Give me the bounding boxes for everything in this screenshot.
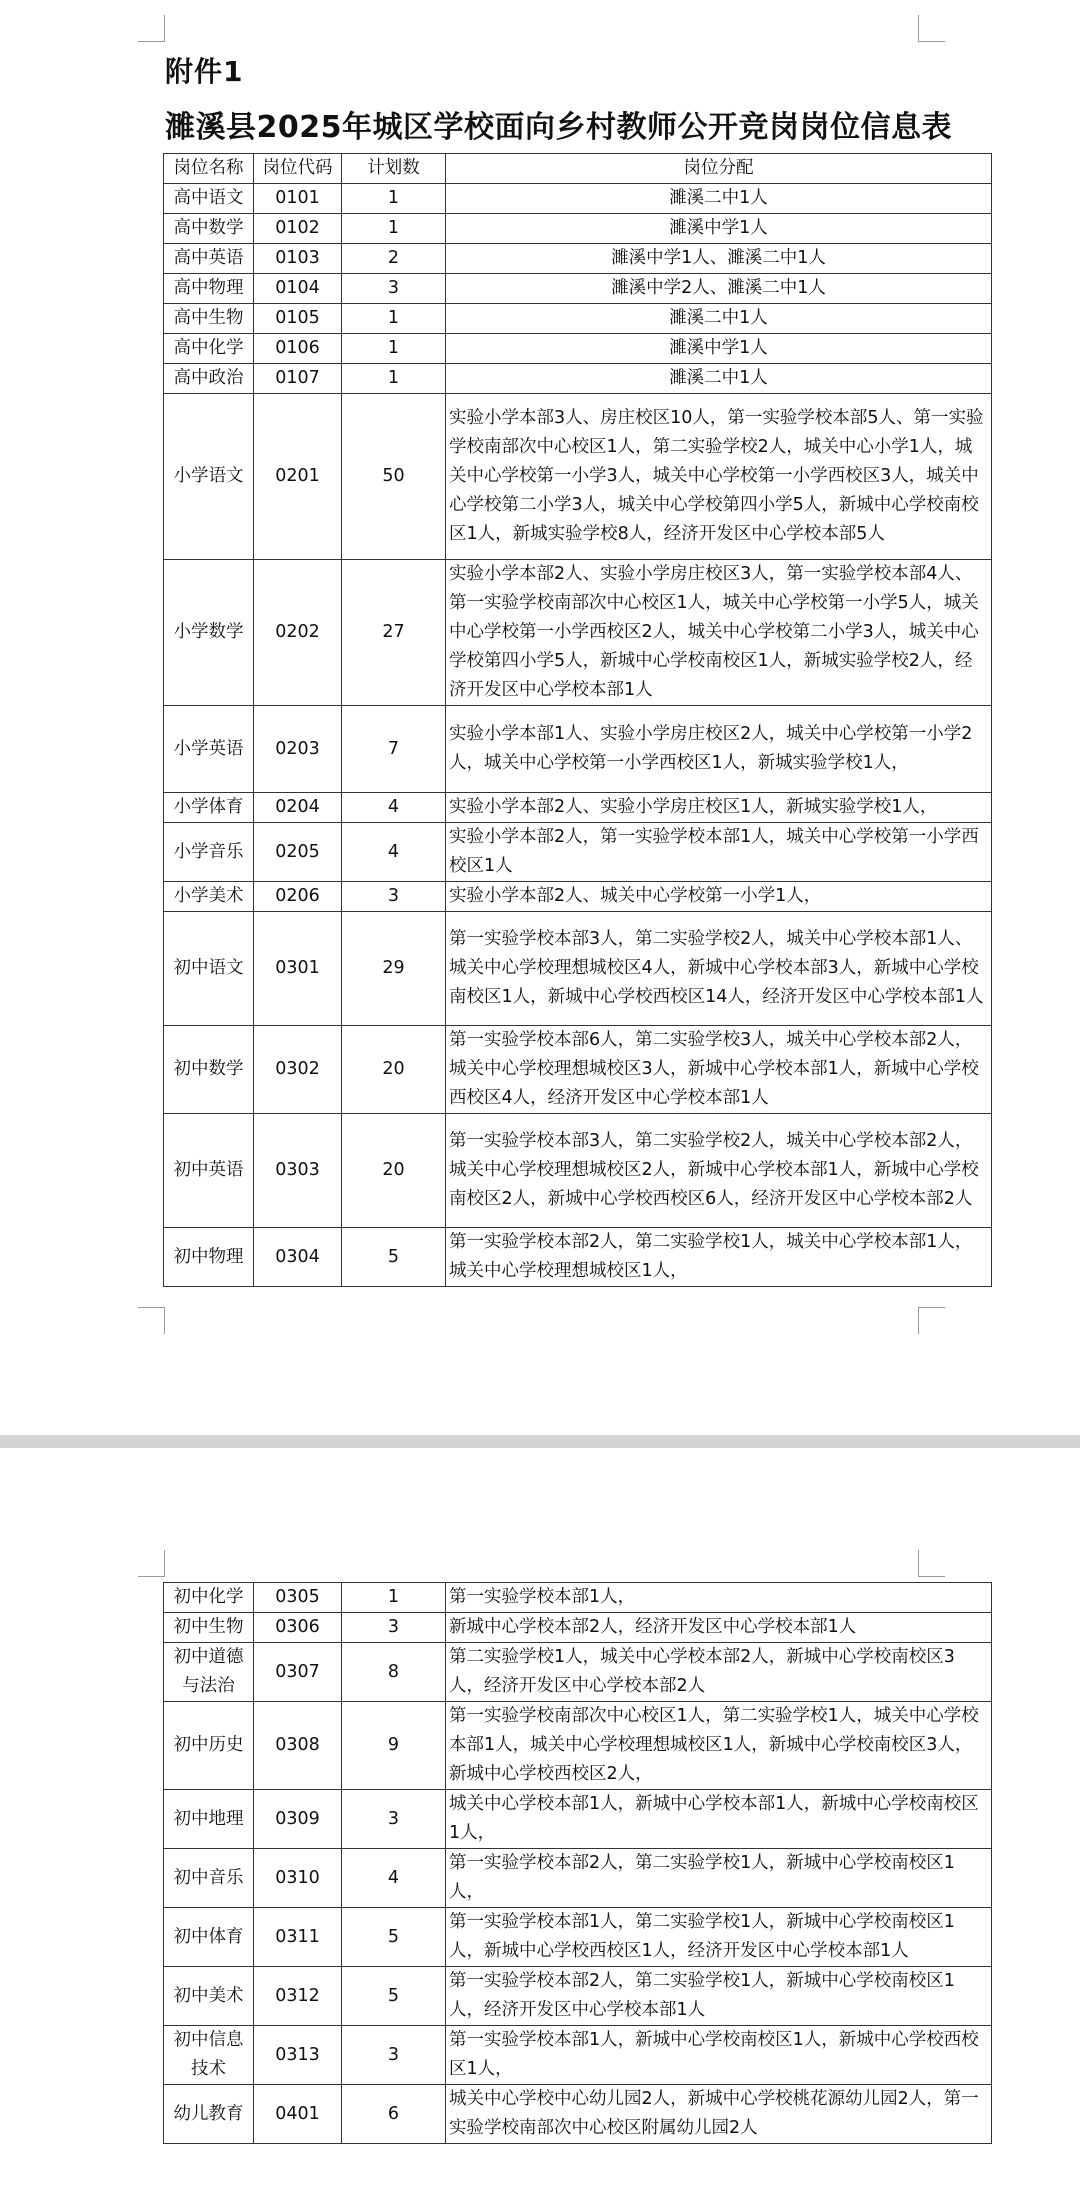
positions-table-page-2 xyxy=(163,1582,992,2144)
position-code-cell: 0205 xyxy=(254,823,342,882)
allocation-cell: 第一实验学校本部3人，第二实验学校2人，城关中心学校本部2人，城关中心学校理想城校区2人，新城中心学校本部1人，新城中心学校南校区2人，新城中心学校西校区6人，经济开发区中心学校本部2人 xyxy=(446,1114,992,1228)
position-code-cell: 0105 xyxy=(254,304,342,334)
table-row xyxy=(164,1790,992,1849)
position-code-cell: 0206 xyxy=(254,882,342,912)
position-code-cell: 0204 xyxy=(254,793,342,823)
table-row xyxy=(164,364,992,394)
allocation-cell: 第一实验学校本部2人，第二实验学校1人，城关中心学校本部1人，城关中心学校理想城校区1人， xyxy=(446,1228,992,1287)
header-position-name: 岗位名称 xyxy=(164,154,254,184)
plan-count-cell: 5 xyxy=(342,1908,446,1967)
position-name-cell: 小学英语 xyxy=(164,706,254,793)
allocation-cell: 濉溪中学2人、濉溪二中1人 xyxy=(446,274,992,304)
position-name-cell: 初中数学 xyxy=(164,1026,254,1114)
attachment-label: 附件1 xyxy=(165,55,244,88)
position-name-cell: 初中英语 xyxy=(164,1114,254,1228)
allocation-cell: 第一实验学校本部1人，第二实验学校1人，新城中心学校南校区1人，新城中心学校西校区1人，经济开发区中心学校本部1人 xyxy=(446,1908,992,1967)
allocation-cell: 濉溪中学1人 xyxy=(446,214,992,244)
positions-table-page-1 xyxy=(163,153,992,1287)
plan-count-cell: 5 xyxy=(342,1228,446,1287)
position-code-cell: 0106 xyxy=(254,334,342,364)
table-row xyxy=(164,1849,992,1908)
table-row xyxy=(164,1908,992,1967)
allocation-cell: 实验小学本部3人、房庄校区10人，第一实验学校本部5人、第一实验学校南部次中心校区1人，第二实验学校2人，城关中心小学1人，城关中心学校第一小学3人，城关中心学校第一小学西校区3人，城关中心学校第二小学3人，城关中心学校第四小学5人，新城中心学校南校区1人，新城实验学校8人，经济开发区中心学校本部5人 xyxy=(446,394,992,560)
plan-count-cell: 1 xyxy=(342,304,446,334)
allocation-cell: 濉溪二中1人 xyxy=(446,304,992,334)
table-row xyxy=(164,912,992,1026)
allocation-cell: 城关中心学校中心幼儿园2人，新城中心学校桃花源幼儿园2人，第一实验学校南部次中心校区附属幼儿园2人 xyxy=(446,2085,992,2144)
page-separator xyxy=(0,1435,1080,1448)
position-name-cell: 高中语文 xyxy=(164,184,254,214)
table-row xyxy=(164,2026,992,2085)
plan-count-cell: 20 xyxy=(342,1026,446,1114)
table-row xyxy=(164,1228,992,1287)
table-row xyxy=(164,793,992,823)
table-row xyxy=(164,882,992,912)
allocation-cell: 第二实验学校1人，城关中心学校本部2人，新城中心学校南校区3人，经济开发区中心学校本部2人 xyxy=(446,1643,992,1702)
position-code-cell: 0308 xyxy=(254,1702,342,1790)
table-row xyxy=(164,1114,992,1228)
allocation-cell: 第一实验学校本部6人，第二实验学校3人，城关中心学校本部2人，城关中心学校理想城校区3人，新城中心学校本部1人，新城中心学校西校区4人，经济开发区中心学校本部1人 xyxy=(446,1026,992,1114)
plan-count-cell: 27 xyxy=(342,560,446,706)
position-name-cell: 高中数学 xyxy=(164,214,254,244)
plan-count-cell: 20 xyxy=(342,1114,446,1228)
table-row xyxy=(164,706,992,793)
position-name-cell: 初中地理 xyxy=(164,1790,254,1849)
table-row xyxy=(164,334,992,364)
allocation-cell: 城关中心学校本部1人，新城中心学校本部1人，新城中心学校南校区1人， xyxy=(446,1790,992,1849)
plan-count-cell: 2 xyxy=(342,244,446,274)
header-allocation: 岗位分配 xyxy=(446,154,992,184)
plan-count-cell: 1 xyxy=(342,184,446,214)
position-code-cell: 0401 xyxy=(254,2085,342,2144)
plan-count-cell: 1 xyxy=(342,334,446,364)
position-name-cell: 初中化学 xyxy=(164,1583,254,1613)
plan-count-cell: 3 xyxy=(342,2026,446,2085)
plan-count-cell: 1 xyxy=(342,214,446,244)
plan-count-cell: 1 xyxy=(342,364,446,394)
plan-count-cell: 3 xyxy=(342,1613,446,1643)
plan-count-cell: 3 xyxy=(342,882,446,912)
page-corner-mark xyxy=(918,1550,945,1577)
table-row xyxy=(164,274,992,304)
position-name-cell: 幼儿教育 xyxy=(164,2085,254,2144)
allocation-cell: 实验小学本部2人、城关中心学校第一小学1人， xyxy=(446,882,992,912)
table-row xyxy=(164,214,992,244)
position-name-cell: 小学语文 xyxy=(164,394,254,560)
allocation-cell: 第一实验学校本部1人， xyxy=(446,1583,992,1613)
table-row xyxy=(164,1613,992,1643)
plan-count-cell: 8 xyxy=(342,1643,446,1702)
position-name-cell: 小学音乐 xyxy=(164,823,254,882)
position-name-cell: 初中美术 xyxy=(164,1967,254,2026)
allocation-cell: 实验小学本部2人、实验小学房庄校区3人，第一实验学校本部4人、第一实验学校南部次中心校区1人，城关中心学校第一小学5人，城关中心学校第一小学西校区2人，城关中心学校第二小学3人，城关中心学校第四小学5人，新城中心学校南校区1人，新城实验学校2人，经济开发区中心学校本部1人 xyxy=(446,560,992,706)
plan-count-cell: 1 xyxy=(342,1583,446,1613)
position-code-cell: 0201 xyxy=(254,394,342,560)
plan-count-cell: 3 xyxy=(342,274,446,304)
position-name-cell: 初中信息技术 xyxy=(164,2026,254,2085)
plan-count-cell: 5 xyxy=(342,1967,446,2026)
position-name-cell: 高中生物 xyxy=(164,304,254,334)
header-plan-count: 计划数 xyxy=(342,154,446,184)
position-code-cell: 0311 xyxy=(254,1908,342,1967)
allocation-cell: 濉溪二中1人 xyxy=(446,184,992,214)
plan-count-cell: 4 xyxy=(342,1849,446,1908)
table-row xyxy=(164,1643,992,1702)
document-page-2 xyxy=(0,1448,1080,2194)
table-body-page-2 xyxy=(164,1583,992,2144)
position-code-cell: 0307 xyxy=(254,1643,342,1702)
plan-count-cell: 3 xyxy=(342,1790,446,1849)
plan-count-cell: 9 xyxy=(342,1702,446,1790)
allocation-cell: 实验小学本部2人，第一实验学校本部1人，城关中心学校第一小学西校区1人 xyxy=(446,823,992,882)
allocation-cell: 第一实验学校本部2人，第二实验学校1人，新城中心学校南校区1人， xyxy=(446,1849,992,1908)
position-name-cell: 初中体育 xyxy=(164,1908,254,1967)
plan-count-cell: 6 xyxy=(342,2085,446,2144)
allocation-cell: 新城中心学校本部2人，经济开发区中心学校本部1人 xyxy=(446,1613,992,1643)
table-row xyxy=(164,1702,992,1790)
position-code-cell: 0304 xyxy=(254,1228,342,1287)
plan-count-cell: 29 xyxy=(342,912,446,1026)
position-code-cell: 0312 xyxy=(254,1967,342,2026)
plan-count-cell: 4 xyxy=(342,823,446,882)
position-name-cell: 初中生物 xyxy=(164,1613,254,1643)
position-code-cell: 0313 xyxy=(254,2026,342,2085)
position-code-cell: 0306 xyxy=(254,1613,342,1643)
position-name-cell: 小学美术 xyxy=(164,882,254,912)
allocation-cell: 第一实验学校本部3人，第二实验学校2人，城关中心学校本部1人、城关中心学校理想城校区4人，新城中心学校本部3人，新城中心学校南校区1人，新城中心学校西校区14人，经济开发区中心学校本部1人 xyxy=(446,912,992,1026)
table-body-page-1 xyxy=(164,184,992,1287)
allocation-cell: 实验小学本部1人、实验小学房庄校区2人，城关中心学校第一小学2人，城关中心学校第一小学西校区1人，新城实验学校1人， xyxy=(446,706,992,793)
position-name-cell: 高中政治 xyxy=(164,364,254,394)
table-row xyxy=(164,244,992,274)
table-row xyxy=(164,184,992,214)
position-name-cell: 高中化学 xyxy=(164,334,254,364)
position-code-cell: 0305 xyxy=(254,1583,342,1613)
allocation-cell: 第一实验学校本部2人，第二实验学校1人，新城中心学校南校区1人，经济开发区中心学校本部1人 xyxy=(446,1967,992,2026)
allocation-cell: 第一实验学校本部1人，新城中心学校南校区1人，新城中心学校西校区1人， xyxy=(446,2026,992,2085)
position-name-cell: 初中道德与法治 xyxy=(164,1643,254,1702)
position-name-cell: 初中物理 xyxy=(164,1228,254,1287)
table-row xyxy=(164,2085,992,2144)
position-code-cell: 0310 xyxy=(254,1849,342,1908)
position-code-cell: 0102 xyxy=(254,214,342,244)
position-name-cell: 小学体育 xyxy=(164,793,254,823)
position-code-cell: 0203 xyxy=(254,706,342,793)
allocation-cell: 第一实验学校南部次中心校区1人，第二实验学校1人，城关中心学校本部1人，城关中心学校理想城校区1人，新城中心学校南校区3人，新城中心学校西校区2人， xyxy=(446,1702,992,1790)
table-row xyxy=(164,1967,992,2026)
plan-count-cell: 50 xyxy=(342,394,446,560)
position-code-cell: 0303 xyxy=(254,1114,342,1228)
allocation-cell: 实验小学本部2人、实验小学房庄校区1人，新城实验学校1人， xyxy=(446,793,992,823)
position-code-cell: 0301 xyxy=(254,912,342,1026)
table-row xyxy=(164,394,992,560)
position-name-cell: 初中历史 xyxy=(164,1702,254,1790)
table-row xyxy=(164,1026,992,1114)
position-code-cell: 0107 xyxy=(254,364,342,394)
document-title: 濉溪县2025年城区学校面向乡村教师公开竞岗岗位信息表 xyxy=(165,110,952,145)
position-name-cell: 初中音乐 xyxy=(164,1849,254,1908)
table-row xyxy=(164,823,992,882)
position-name-cell: 高中物理 xyxy=(164,274,254,304)
page-corner-mark xyxy=(138,1550,165,1577)
table-row xyxy=(164,560,992,706)
allocation-cell: 濉溪中学1人 xyxy=(446,334,992,364)
allocation-cell: 濉溪二中1人 xyxy=(446,364,992,394)
allocation-cell: 濉溪中学1人、濉溪二中1人 xyxy=(446,244,992,274)
page-corner-mark xyxy=(138,15,165,42)
page-corner-mark xyxy=(138,1307,165,1334)
position-code-cell: 0101 xyxy=(254,184,342,214)
header-position-code: 岗位代码 xyxy=(254,154,342,184)
position-code-cell: 0309 xyxy=(254,1790,342,1849)
table-row xyxy=(164,304,992,334)
page-corner-mark xyxy=(918,1307,945,1334)
position-code-cell: 0202 xyxy=(254,560,342,706)
plan-count-cell: 4 xyxy=(342,793,446,823)
position-code-cell: 0302 xyxy=(254,1026,342,1114)
table-header-row xyxy=(164,154,992,184)
position-name-cell: 高中英语 xyxy=(164,244,254,274)
plan-count-cell: 7 xyxy=(342,706,446,793)
position-code-cell: 0104 xyxy=(254,274,342,304)
position-code-cell: 0103 xyxy=(254,244,342,274)
position-name-cell: 初中语文 xyxy=(164,912,254,1026)
page-corner-mark xyxy=(918,15,945,42)
position-name-cell: 小学数学 xyxy=(164,560,254,706)
table-row xyxy=(164,1583,992,1613)
